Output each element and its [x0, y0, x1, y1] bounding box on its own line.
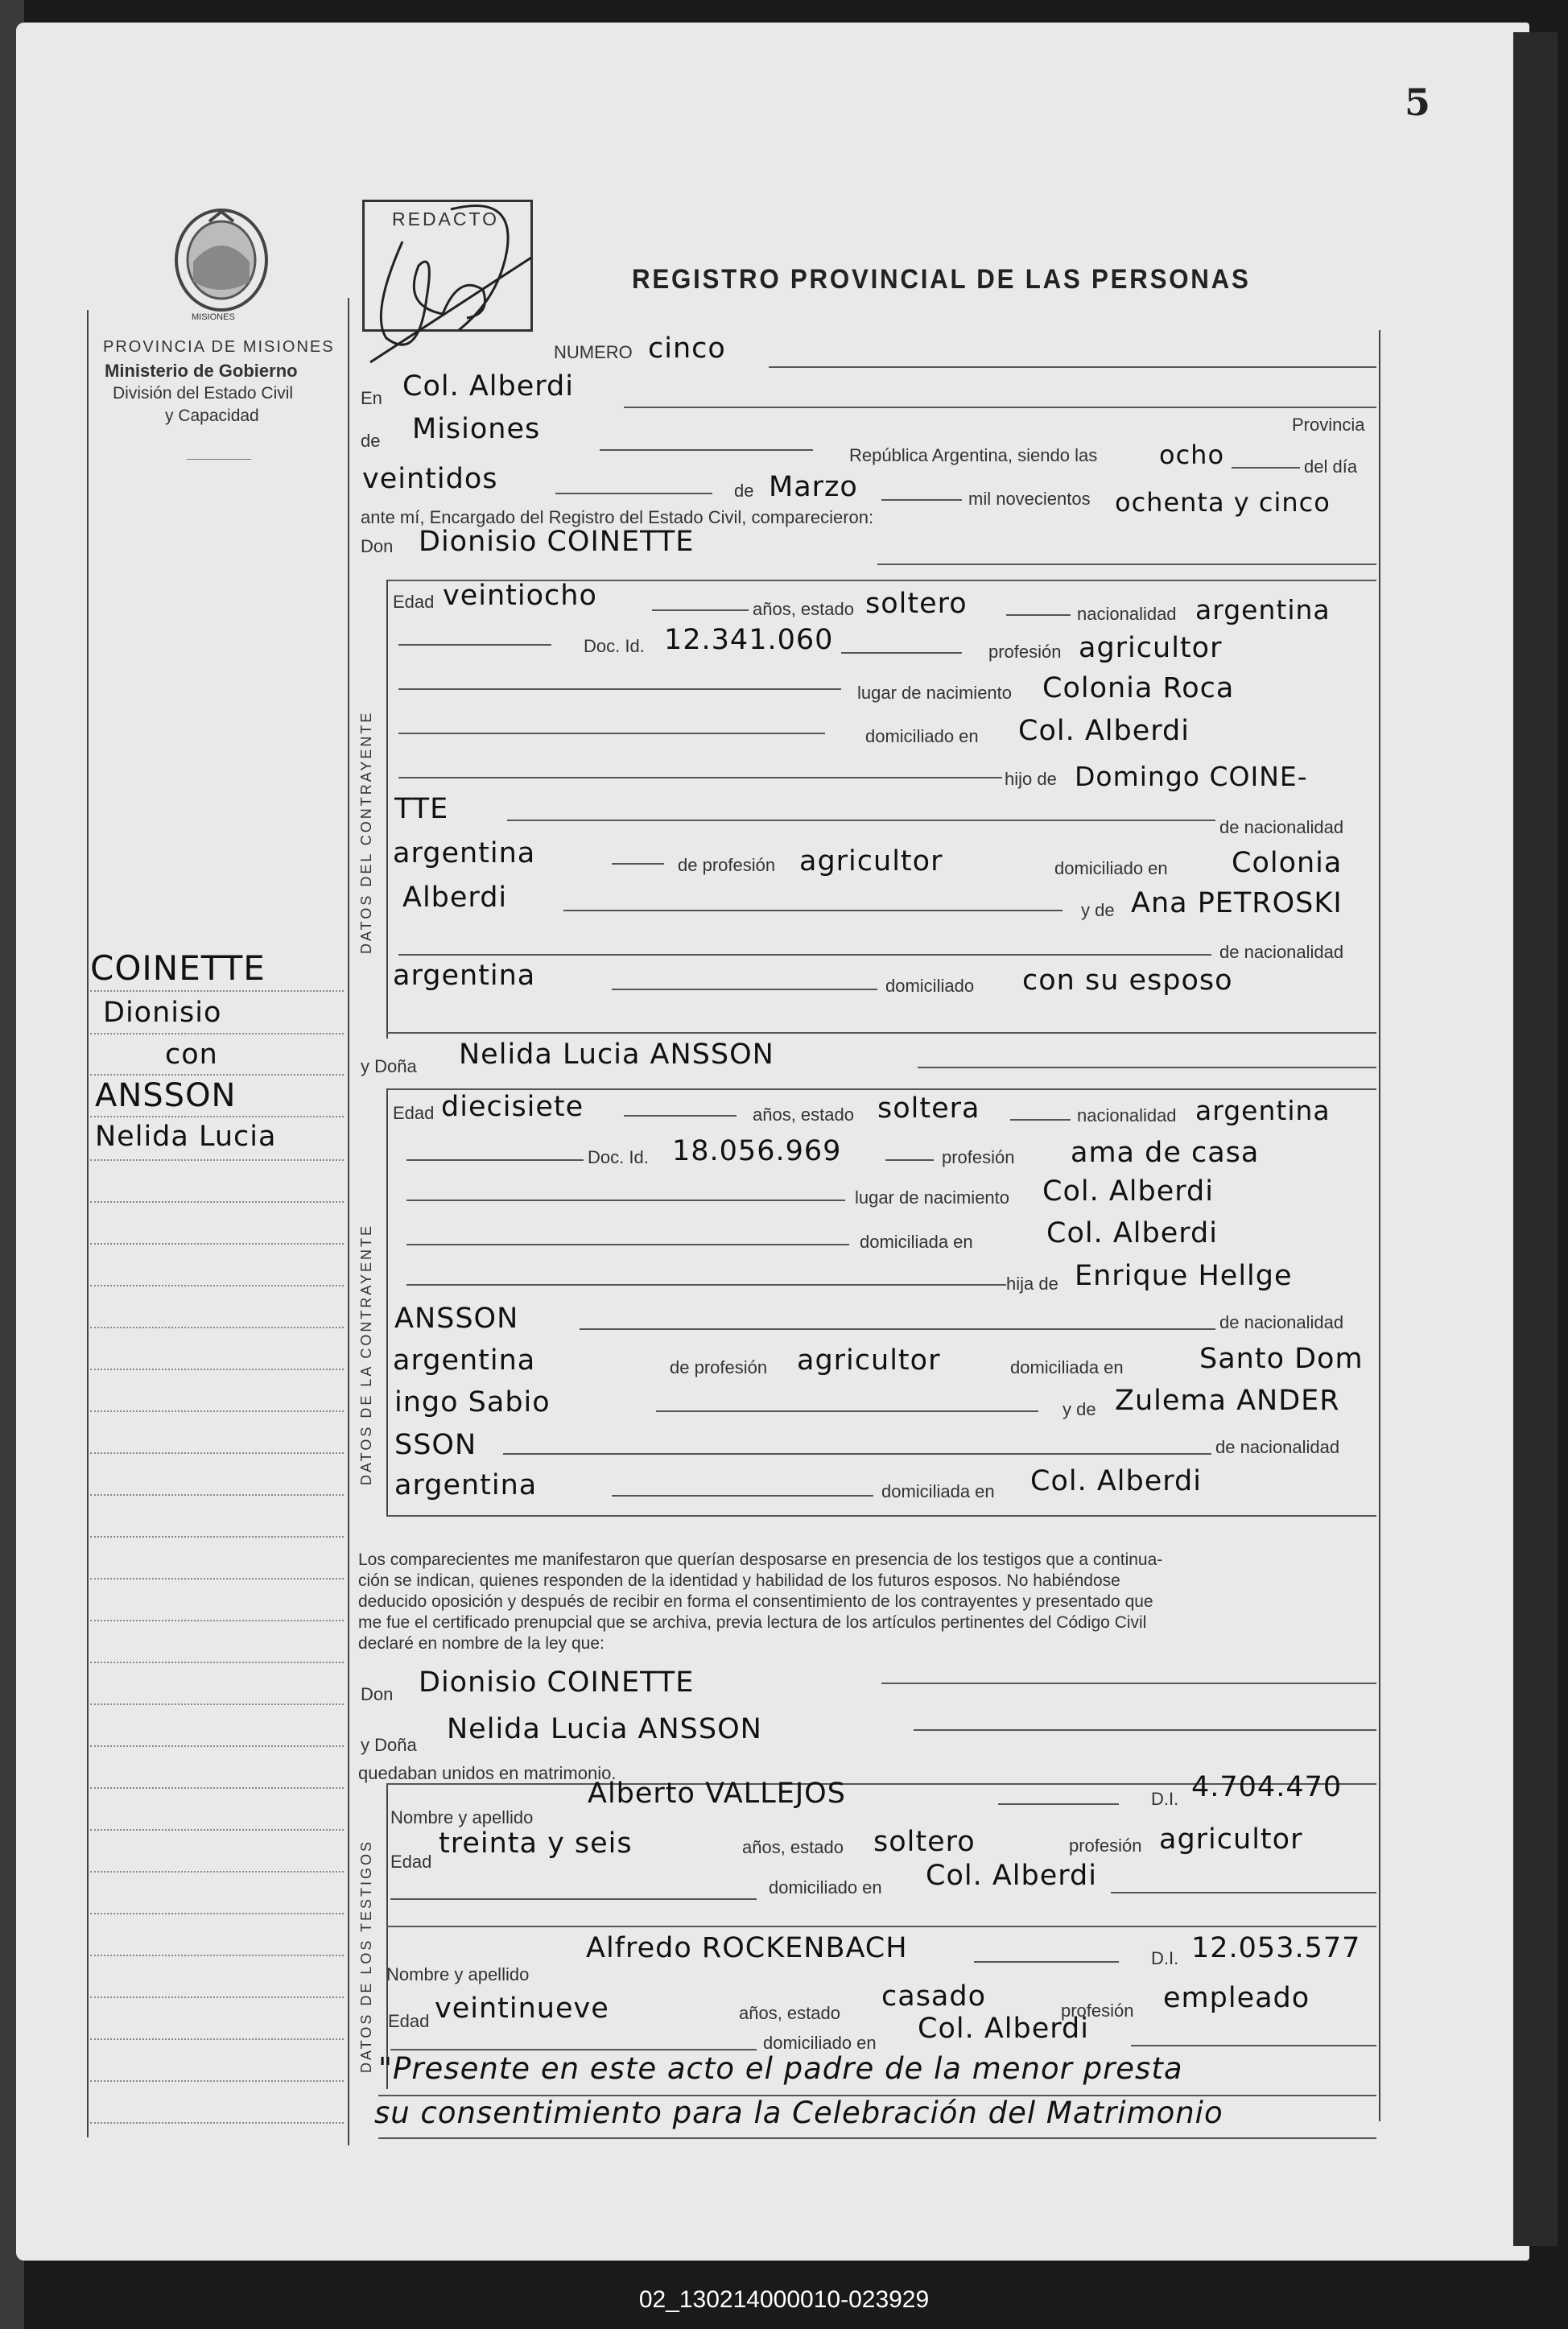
fill-line [877, 564, 1376, 565]
edad-value: veintiocho [443, 580, 597, 612]
margin-ruled-line [90, 1871, 344, 1873]
fill-line [503, 1453, 1211, 1455]
de-nac-label: de nacionalidad [1219, 817, 1344, 837]
fill-line [612, 989, 877, 990]
margin-ruled-line [90, 1494, 344, 1496]
margin-ruled-line [90, 1410, 344, 1412]
witness1-estado: soltero [873, 1826, 976, 1858]
witness1-di: 4.704.470 [1191, 1771, 1343, 1803]
madre-dom-value: Col. Alberdi [1030, 1465, 1202, 1497]
declaration-line: deducido oposición y después de recibir en forma el consentimiento de los contrayentes y presentado que [358, 1592, 1153, 1611]
book-spine [1513, 32, 1558, 2246]
madre-value: Ana PETROSKI [1131, 887, 1343, 919]
madre-dom-value: con su esposo [1022, 964, 1233, 997]
margin-ruled-line [90, 1327, 344, 1328]
anios-label: años, estado [753, 599, 854, 619]
decl-don-value: Dionisio COINETTE [419, 1666, 695, 1699]
declaration-line: declaré en nombre de la ley que: [358, 1634, 605, 1653]
fill-line [1232, 467, 1300, 469]
section-bottom-line [386, 1515, 1376, 1517]
margin-ruled-line [90, 1285, 344, 1286]
fill-line [769, 366, 1376, 368]
groom-section-rule [386, 580, 388, 1039]
edad-label: Edad [393, 1103, 435, 1123]
org-capacity: y Capacidad [165, 407, 259, 425]
seal-text: MISIONES [192, 312, 235, 322]
padre-value-cont: TTE [394, 793, 449, 825]
margin-ruled-line [90, 1159, 344, 1161]
hora-value: ocho [1159, 440, 1225, 470]
witness-divider [386, 1926, 1376, 1927]
left-margin-rule [87, 310, 89, 2137]
bride-section-rule [386, 1088, 388, 1515]
fill-line [612, 1495, 873, 1497]
anios-label: años, estado [753, 1105, 854, 1125]
estado-value: soltera [877, 1092, 980, 1125]
domicilio-label: domiciliado en [865, 726, 979, 746]
margin-ruled-line [90, 1578, 344, 1580]
dona-label: y Doña [361, 1056, 417, 1076]
padre-nac-value: argentina [393, 1344, 536, 1377]
edad-label: Edad [393, 592, 435, 612]
margin-name-bride: Nelida Lucia [95, 1121, 277, 1153]
dom-label-2: domiciliado [885, 976, 975, 996]
hija-label: hija de [1006, 1274, 1058, 1294]
domicilio-label: domiciliado en [763, 2033, 877, 2053]
fill-line [881, 499, 962, 501]
margin-ruled-line [90, 1662, 344, 1663]
org-underline [187, 459, 251, 460]
fill-line [881, 1683, 1376, 1684]
nacionalidad-label: nacionalidad [1077, 1105, 1177, 1125]
fill-line [555, 493, 712, 494]
margin-line [90, 1033, 344, 1034]
note-line [378, 2137, 1376, 2139]
de-prof-label: de profesión [670, 1357, 768, 1377]
fill-line [885, 1159, 934, 1161]
margin-ruled-line [90, 1913, 344, 1914]
fill-line [612, 863, 664, 865]
di-label: D.I. [1151, 1948, 1179, 1968]
madre-value: Zulema ANDER [1115, 1385, 1340, 1417]
declaration-line: ción se indican, quienes responden de la identidad y habilidad de los futuros esposos. No habiéndose [358, 1571, 1120, 1590]
margin-ruled-line [90, 1536, 344, 1538]
provincia-label: Provincia [1292, 415, 1365, 435]
lugar-value: Col. Alberdi [1042, 1175, 1214, 1208]
fill-line [624, 1115, 737, 1117]
decl-don-label: Don [361, 1684, 394, 1704]
fill-line [398, 954, 1211, 956]
de-prof-label: de profesión [678, 855, 776, 875]
fill-line [918, 1067, 1376, 1068]
witness-section-label: DATOS DE LOS TESTIGOS [358, 1839, 374, 2073]
margin-ruled-line [90, 1997, 344, 1998]
dom-label-2: domiciliada en [881, 1481, 995, 1501]
profesion-label: profesión [988, 642, 1062, 662]
anio-value: ochenta y cinco [1115, 487, 1331, 518]
padre-value: Enrique Hellge [1075, 1260, 1293, 1292]
fill-line [406, 1159, 584, 1161]
doc-value: 18.056.969 [672, 1135, 842, 1167]
padre-nac-value: argentina [393, 837, 536, 869]
margin-line [90, 1116, 344, 1117]
domiciliada-label: domiciliada en [1010, 1357, 1124, 1377]
decl-dona-label: y Doña [361, 1735, 417, 1755]
edad-value: diecisiete [441, 1091, 584, 1123]
dia-value: veintidos [362, 463, 498, 495]
margin-surname-bride: ANSSON [95, 1077, 237, 1114]
de-nac-label-2: de nacionalidad [1219, 942, 1344, 962]
witness1-edad: treinta y seis [439, 1827, 633, 1860]
stamp-label: REDACTO [392, 209, 500, 229]
de-label: de [361, 431, 381, 451]
margin-ruled-line [90, 1745, 344, 1747]
bride-section-label: DATOS DE LA CONTRAYENTE [358, 1223, 374, 1485]
padre-dom-cont: Alberdi [402, 882, 508, 914]
margin-ruled-line [90, 1829, 344, 1831]
fill-line [624, 407, 1376, 408]
declaration-text [358, 1550, 1380, 1654]
de-nac-label: de nacionalidad [1219, 1312, 1344, 1332]
fill-line [841, 652, 962, 654]
profesion-value: agricultor [1079, 632, 1223, 664]
domicilio-value: Col. Alberdi [1018, 715, 1190, 747]
profesion-label: profesión [942, 1147, 1015, 1167]
fill-line [406, 1244, 849, 1245]
witness2-name: Alfredo ROCKENBACH [586, 1932, 908, 1964]
fill-line [656, 1410, 1038, 1412]
margin-ruled-line [90, 2080, 344, 2082]
numero-value: cinco [648, 332, 726, 365]
profesion-label: profesión [1061, 2001, 1134, 2021]
fill-line [507, 820, 1215, 821]
edad-label: Edad [390, 1852, 432, 1872]
y-de-label: y de [1063, 1399, 1096, 1419]
consent-note-line1: "Presente en este acto el padre de la menor presta [378, 2051, 1183, 2086]
witness2-estado: casado [881, 1980, 987, 2013]
witness-section-rule [386, 1783, 388, 2089]
ante-text: ante mí, Encargado del Registro del Estado Civil, comparecieron: [361, 507, 874, 527]
margin-ruled-line [90, 1955, 344, 1956]
margin-name-groom: Dionisio [103, 997, 222, 1029]
fill-line [563, 910, 1063, 911]
column-rule [348, 298, 349, 2145]
anios-label: años, estado [739, 2003, 840, 2023]
doc-value: 12.341.060 [664, 624, 834, 656]
fill-line [1131, 2045, 1376, 2046]
margin-ruled-line [90, 1369, 344, 1370]
padre-dom-value: Colonia [1232, 847, 1343, 879]
groom-section-label: DATOS DEL CONTRAYENTE [358, 710, 374, 954]
del-dia-label: del día [1304, 456, 1358, 477]
right-border [1379, 330, 1380, 2121]
en-value: Col. Alberdi [402, 370, 574, 403]
madre-nac-value: argentina [393, 960, 536, 992]
declaration-line: Los comparecientes me manifestaron que querían desposarse en presencia de los testigos que a continua- [358, 1551, 1163, 1569]
lugar-label: lugar de nacimiento [857, 683, 1013, 703]
fill-line [652, 609, 749, 611]
fill-line [406, 1200, 845, 1201]
fill-line [974, 1961, 1119, 1963]
fill-line [998, 1803, 1119, 1805]
republica-text: República Argentina, siendo las [849, 445, 1098, 465]
fill-line [398, 777, 1002, 778]
nombre-label: Nombre y apellido [386, 1964, 530, 1984]
padre-dom-cont: ingo Sabio [394, 1386, 551, 1418]
section-bottom-line [386, 1032, 1376, 1034]
provincial-seal-icon [169, 205, 274, 318]
witness2-domicilio: Col. Alberdi [918, 2013, 1089, 2045]
fill-line [1010, 1119, 1071, 1121]
margin-ruled-line [90, 1201, 344, 1203]
signature-scribble-icon [354, 177, 555, 378]
org-ministry: Ministerio de Gobierno [105, 361, 298, 381]
document-title: REGISTRO PROVINCIAL DE LAS PERSONAS [632, 264, 1251, 295]
margin-ruled-line [90, 1787, 344, 1789]
decl-dona-value: Nelida Lucia ANSSON [447, 1713, 762, 1745]
don-label: Don [361, 536, 394, 556]
mil-label: mil novecientos [968, 489, 1091, 509]
padre-prof-value: agricultor [797, 1344, 941, 1377]
image-reference-code: 02_130214000010-023929 [638, 2286, 930, 2313]
anios-label: años, estado [742, 1837, 844, 1857]
madre-nac-value: argentina [394, 1469, 538, 1501]
margin-ruled-line [90, 2122, 344, 2124]
padre-value: Domingo COINE- [1075, 761, 1308, 792]
y-de-label: y de [1081, 900, 1115, 920]
org-province: PROVINCIA DE MISIONES [103, 338, 335, 356]
de-nac-label-2: de nacionalidad [1215, 1437, 1340, 1457]
mes-value: Marzo [769, 471, 858, 503]
en-label: En [361, 388, 382, 408]
fill-line [390, 2049, 757, 2050]
lugar-value: Colonia Roca [1042, 672, 1235, 704]
nacionalidad-value: argentina [1195, 594, 1331, 626]
witness1-name: Alberto VALLEJOS [588, 1778, 846, 1810]
fill-line [398, 688, 841, 690]
margin-line [90, 1074, 344, 1076]
consent-note-line2: su consentimiento para la Celebración del Matrimonio [374, 2096, 1223, 2130]
profesion-value: ama de casa [1071, 1137, 1260, 1169]
hijo-label: hijo de [1005, 769, 1057, 789]
margin-ruled-line [90, 1243, 344, 1245]
fill-line [398, 644, 551, 646]
org-division: División del Estado Civil [113, 384, 294, 403]
margin-ruled-line [90, 1703, 344, 1705]
declaration-line: me fue el certificado prenupcial que se archiva, previa lectura de los artículos pertinentes del Código Civil [358, 1613, 1147, 1632]
domicilio-label: domiciliado en [769, 1877, 882, 1897]
witness2-di: 12.053.577 [1191, 1932, 1361, 1964]
witness1-profesion: agricultor [1159, 1823, 1303, 1856]
witness1-domicilio: Col. Alberdi [926, 1860, 1097, 1892]
fill-line [580, 1328, 1215, 1330]
fill-line [406, 1284, 1006, 1286]
edad-label: Edad [388, 2011, 430, 2031]
doc-label: Doc. Id. [588, 1147, 649, 1167]
page-number: 5 [1405, 81, 1431, 124]
margin-ruled-line [90, 2038, 344, 2040]
nacionalidad-label: nacionalidad [1077, 604, 1177, 624]
madre-value-cont: SSON [394, 1429, 477, 1461]
de-mes-label: de [734, 481, 754, 501]
fill-line [914, 1729, 1376, 1731]
domiciliado-label: domiciliado en [1054, 858, 1168, 878]
domicilio-label: domiciliada en [860, 1232, 973, 1252]
margin-line [90, 990, 344, 992]
margin-con: con [165, 1039, 218, 1071]
fill-line [1111, 1892, 1376, 1893]
decl-closing: quedaban unidos en matrimonio. [358, 1763, 617, 1783]
fill-line [600, 449, 813, 451]
margin-ruled-line [90, 1620, 344, 1621]
margin-surname-groom: COINETTE [90, 948, 266, 988]
nacionalidad-value: argentina [1195, 1095, 1331, 1126]
fill-line [390, 1898, 757, 1900]
nombre-label: Nombre y apellido [390, 1807, 534, 1827]
de-value: Misiones [412, 413, 541, 445]
witness2-profesion: empleado [1163, 1982, 1310, 2014]
don-value: Dionisio COINETTE [419, 526, 695, 558]
fill-line [1006, 614, 1071, 616]
margin-ruled-line [90, 1452, 344, 1454]
section-top-line [386, 1088, 1376, 1090]
doc-label: Doc. Id. [584, 636, 645, 656]
lugar-label: lugar de nacimiento [855, 1187, 1010, 1208]
estado-value: soltero [865, 588, 968, 620]
di-label: D.I. [1151, 1789, 1179, 1809]
padre-prof-value: agricultor [799, 845, 943, 878]
witness2-edad: veintinueve [435, 1992, 609, 2025]
padre-dom-value: Santo Dom [1199, 1343, 1364, 1375]
padre-value-cont: ANSSON [394, 1303, 519, 1335]
domicilio-value: Col. Alberdi [1046, 1217, 1218, 1249]
fill-line [398, 733, 825, 734]
profesion-label: profesión [1069, 1836, 1142, 1856]
numero-label: NUMERO [554, 342, 633, 362]
dona-value: Nelida Lucia ANSSON [459, 1039, 774, 1071]
